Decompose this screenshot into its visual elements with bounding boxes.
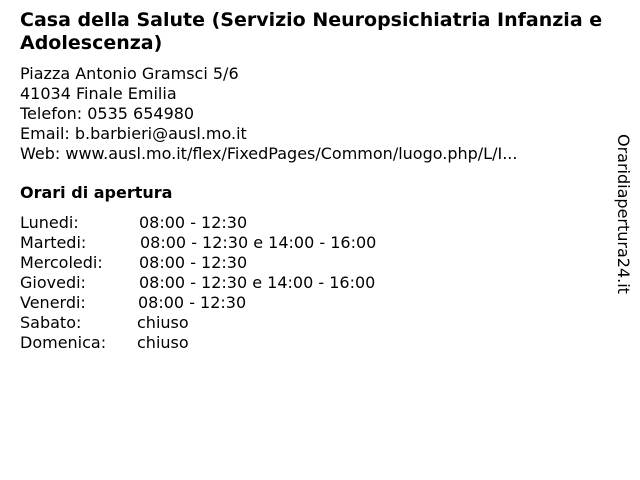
opening-hours-heading: Orari di apertura: [20, 183, 173, 202]
day-label: Mercoledi:: [20, 253, 103, 272]
email-line: Email: b.barbieri@ausl.mo.it: [20, 124, 247, 143]
day-label: Martedi:: [20, 233, 87, 252]
site-watermark: Oraridiapertura24.it: [614, 134, 633, 294]
web-line: Web: www.ausl.mo.it/flex/FixedPages/Common/luogo.php/L/I...: [20, 144, 518, 163]
address-line: Piazza Antonio Gramsci 5/6: [20, 64, 239, 83]
time-value: chiuso: [137, 313, 189, 332]
time-value: 08:00 - 12:30: [138, 293, 247, 312]
time-value: 08:00 - 12:30: [139, 213, 248, 232]
phone-line: Telefon: 0535 654980: [20, 104, 195, 123]
time-value: chiuso: [137, 333, 189, 352]
time-value: 08:00 - 12:30 e 14:00 - 16:00: [140, 233, 377, 252]
day-label: Domenica:: [20, 333, 107, 352]
city-line: 41034 Finale Emilia: [20, 84, 177, 103]
day-label: Lunedi:: [20, 213, 79, 232]
time-value: 08:00 - 12:30 e 14:00 - 16:00: [139, 273, 376, 292]
time-value: 08:00 - 12:30: [139, 253, 248, 272]
page-title: Casa della Salute (Servizio Neuropsichiatria Infanzia e Adolescenza): [20, 9, 603, 54]
day-label: Venerdi:: [20, 293, 86, 312]
contact-info: [20, 64, 517, 164]
day-label: Giovedi:: [20, 273, 86, 292]
day-label: Sabato:: [20, 313, 82, 332]
